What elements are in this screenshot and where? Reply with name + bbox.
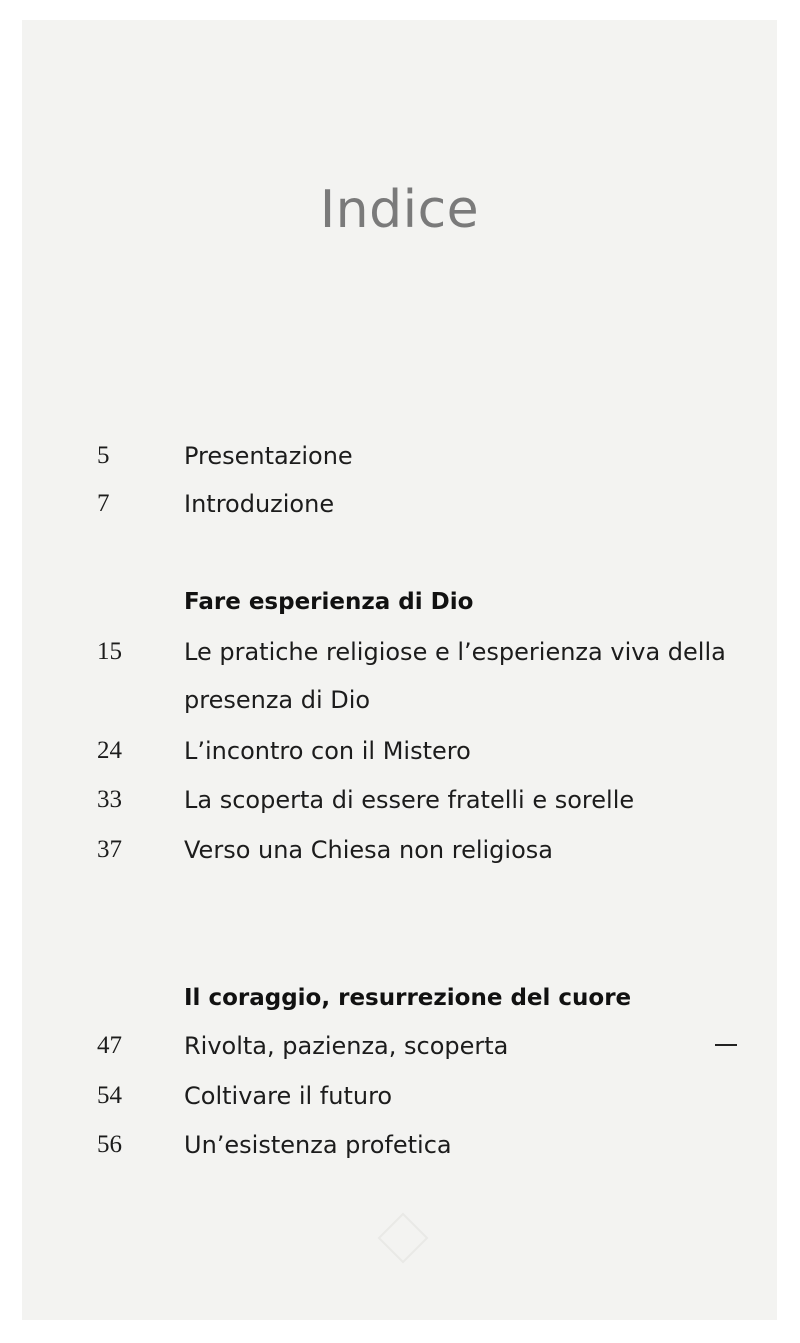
toc-page-number: 37 (97, 836, 122, 863)
toc-page-number: 7 (97, 490, 110, 517)
toc-page-number: 54 (97, 1082, 122, 1109)
book-page (22, 20, 777, 1320)
toc-entry-title: L’incontro con il Mistero (184, 737, 471, 765)
toc-page-number: 5 (97, 442, 110, 469)
toc-entry-title: Rivolta, pazienza, scoperta (184, 1032, 509, 1060)
toc-page-number: 47 (97, 1032, 122, 1059)
toc-entry-title: Introduzione (184, 490, 335, 518)
toc-entry-title: Verso una Chiesa non religiosa (184, 836, 553, 864)
page-title: Indice (319, 180, 480, 240)
section-heading: Il coraggio, resurrezione del cuore (184, 985, 632, 1011)
toc-page-number: 56 (97, 1131, 122, 1158)
margin-dash-mark (715, 1044, 737, 1046)
toc-entry-title: Le pratiche religiose e l’esperienza viva della presenza di Dio (184, 638, 726, 714)
faint-emblem-watermark (378, 1213, 429, 1264)
toc-page-number: 33 (97, 786, 122, 813)
section-heading: Fare esperienza di Dio (184, 589, 474, 615)
toc-entry-title: Presentazione (184, 442, 353, 470)
toc-entry-title: Un’esistenza profetica (184, 1131, 452, 1159)
toc-entry-title: La scoperta di essere fratelli e sorelle (184, 786, 635, 814)
toc-page-number: 15 (97, 638, 122, 665)
toc-entry-title: Coltivare il futuro (184, 1082, 393, 1110)
toc-page-number: 24 (97, 737, 122, 764)
